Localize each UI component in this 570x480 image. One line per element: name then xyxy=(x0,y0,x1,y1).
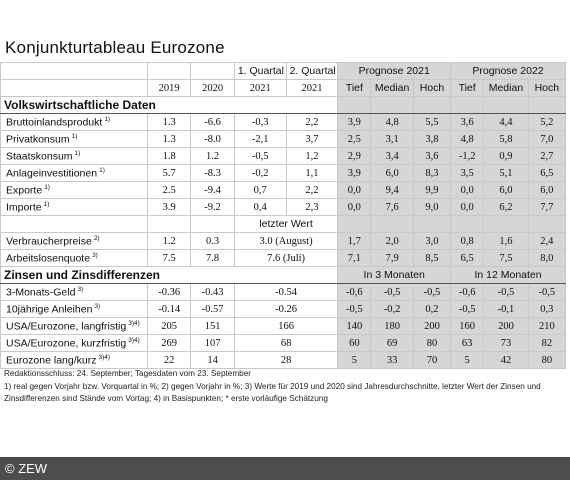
cell: 9,4 xyxy=(371,182,413,199)
cell: 2,9 xyxy=(338,148,371,165)
cell: 3,4 xyxy=(371,148,413,165)
cell: 0,4 xyxy=(234,199,286,216)
cell: 2,4 xyxy=(528,233,565,250)
cell: 1.2 xyxy=(191,148,234,165)
table-row xyxy=(1,182,566,199)
header-prognose-2022: Prognose 2022 xyxy=(451,63,566,80)
cell: -9.4 xyxy=(191,182,234,199)
cell: 42 xyxy=(484,352,528,369)
cell: 180 xyxy=(371,318,413,335)
cell: 3,9 xyxy=(338,165,371,182)
data-table xyxy=(0,62,566,369)
cell: -1,2 xyxy=(451,148,484,165)
cell: 5.7 xyxy=(147,165,190,182)
cell: 166 xyxy=(234,318,337,335)
cell: -0.26 xyxy=(234,301,337,318)
cell: 5 xyxy=(451,352,484,369)
header-q2-year: 2021 xyxy=(286,80,338,97)
editorial-deadline: Redaktionsschluss: 24. September; Tagesdaten vom 23. September xyxy=(4,369,251,378)
header-year-2020: 2020 xyxy=(191,80,234,97)
cell: 60 xyxy=(338,335,371,352)
cell: -8.0 xyxy=(191,131,234,148)
row-label: USA/Eurozone, langfristig $^{3)4)}$ xyxy=(1,318,148,335)
section-title: Volkswirtschaftliche Daten xyxy=(1,97,338,114)
letzter-wert-label: letzter Wert xyxy=(234,216,337,233)
cell: 7,0 xyxy=(528,131,565,148)
cell: 1.3 xyxy=(147,114,190,131)
cell: 210 xyxy=(528,318,565,335)
cell: 5 xyxy=(338,352,371,369)
cell: 3,9 xyxy=(338,114,371,131)
row-label: Privatkonsum $^{1)}$ xyxy=(1,131,148,148)
cell: 0.3 xyxy=(191,233,234,250)
row-label: Bruttoinlandsprodukt $^{1)}$ xyxy=(1,114,148,131)
header-tief-2022: Tief xyxy=(451,80,484,97)
cell: 205 xyxy=(147,318,190,335)
table-row xyxy=(1,199,566,216)
cell: 80 xyxy=(413,335,450,352)
cell: -0,5 xyxy=(371,284,413,301)
cell: 5,2 xyxy=(528,114,565,131)
data-table-wrapper xyxy=(0,62,570,369)
table-row xyxy=(1,148,566,165)
cell: 4,4 xyxy=(484,114,528,131)
table-row xyxy=(1,352,566,369)
row-label: Staatskonsum $^{1)}$ xyxy=(1,148,148,165)
section-row-volkswirtschaft xyxy=(1,97,566,114)
cell: 2.5 xyxy=(147,182,190,199)
cell: 3.9 xyxy=(147,199,190,216)
cell: 3,8 xyxy=(413,131,450,148)
section-row-zinsen xyxy=(1,267,566,284)
cell: 3,6 xyxy=(451,114,484,131)
cell: 2,2 xyxy=(286,114,338,131)
section-title: Zinsen und Zinsdifferenzen xyxy=(1,267,338,284)
cell: 6,0 xyxy=(484,182,528,199)
header-year-2019: 2019 xyxy=(147,80,190,97)
cell: 6,0 xyxy=(528,182,565,199)
cell: 2,2 xyxy=(286,182,338,199)
cell: 1.2 xyxy=(147,233,190,250)
cell: 7.5 xyxy=(147,250,190,267)
cell: 2,0 xyxy=(371,233,413,250)
cell: 22 xyxy=(147,352,190,369)
cell: -0,5 xyxy=(413,284,450,301)
cell: 4,8 xyxy=(371,114,413,131)
cell: 7,1 xyxy=(338,250,371,267)
header-prognose-2021: Prognose 2021 xyxy=(338,63,451,80)
cell: -0.54 xyxy=(234,284,337,301)
cell: 4,8 xyxy=(451,131,484,148)
cell: 3,6 xyxy=(413,148,450,165)
row-label: Eurozone lang/kurz $^{3)4)}$ xyxy=(1,352,148,369)
row-label: 3-Monats-Geld $^{3)}$ xyxy=(1,284,148,301)
cell: 5,8 xyxy=(484,131,528,148)
header-hoch-2022: Hoch xyxy=(528,80,565,97)
cell: 7.8 xyxy=(191,250,234,267)
cell: 5,5 xyxy=(413,114,450,131)
cell: 0,7 xyxy=(234,182,286,199)
cell: 1,1 xyxy=(286,165,338,182)
cell: 1.3 xyxy=(147,131,190,148)
cell: 9,0 xyxy=(413,199,450,216)
cell: 7,9 xyxy=(371,250,413,267)
cell: -0,5 xyxy=(528,284,565,301)
cell: 0,0 xyxy=(338,199,371,216)
cell: -0.57 xyxy=(191,301,234,318)
row-label: Arbeitslosenquote $^{3)}$ xyxy=(1,250,148,267)
row-label: Exporte $^{1)}$ xyxy=(1,182,148,199)
table-row xyxy=(1,114,566,131)
cell: 6,0 xyxy=(371,165,413,182)
cell: 0,8 xyxy=(451,233,484,250)
cell: 160 xyxy=(451,318,484,335)
cell: -0,5 xyxy=(338,301,371,318)
cell: 200 xyxy=(484,318,528,335)
footnote-line: Zinsdifferenzen sind Stände vom Vortag; 4) in Basispunkten; * erste vorläufige Schätzung xyxy=(4,394,328,403)
row-label: Importe $^{1)}$ xyxy=(1,199,148,216)
row-label: USA/Eurozone, kurzfristig $^{3)4)}$ xyxy=(1,335,148,352)
cell: 0,9 xyxy=(484,148,528,165)
cell: -0,1 xyxy=(484,301,528,318)
cell: 7,7 xyxy=(528,199,565,216)
cell: 82 xyxy=(528,335,565,352)
table-row xyxy=(1,335,566,352)
cell: 2,3 xyxy=(286,199,338,216)
cell: 200 xyxy=(413,318,450,335)
cell: 73 xyxy=(484,335,528,352)
cell: 0,2 xyxy=(413,301,450,318)
cell: 2,5 xyxy=(338,131,371,148)
cell: 3,5 xyxy=(451,165,484,182)
cell: 9,9 xyxy=(413,182,450,199)
table-row xyxy=(1,233,566,250)
cell: 33 xyxy=(371,352,413,369)
cell: 1,7 xyxy=(338,233,371,250)
row-label: Anlageinvestitionen $^{1)}$ xyxy=(1,165,148,182)
cell: 8,3 xyxy=(413,165,450,182)
cell: 140 xyxy=(338,318,371,335)
table-row xyxy=(1,165,566,182)
table-row xyxy=(1,284,566,301)
cell: -0,5 xyxy=(484,284,528,301)
cell: 6,2 xyxy=(484,199,528,216)
cell: 70 xyxy=(413,352,450,369)
cell: 3,1 xyxy=(371,131,413,148)
cell: 1.8 xyxy=(147,148,190,165)
cell: -0.43 xyxy=(191,284,234,301)
cell: 6,5 xyxy=(451,250,484,267)
cell: 269 xyxy=(147,335,190,352)
cell: -0.36 xyxy=(147,284,190,301)
cell: 0,3 xyxy=(528,301,565,318)
in-3-monaten-label: In 3 Monaten xyxy=(338,267,451,284)
cell: -0,3 xyxy=(234,114,286,131)
cell: 69 xyxy=(371,335,413,352)
cell: 1,2 xyxy=(286,148,338,165)
page-title: Konjunkturtableau Eurozone xyxy=(5,38,225,57)
cell: 7.6 (Juli) xyxy=(234,250,337,267)
cell: -0,5 xyxy=(234,148,286,165)
header-empty xyxy=(1,63,148,80)
cell: -0,2 xyxy=(234,165,286,182)
cell: 6,5 xyxy=(528,165,565,182)
cell: 1,6 xyxy=(484,233,528,250)
cell: -6.6 xyxy=(191,114,234,131)
cell: 8,5 xyxy=(413,250,450,267)
header-hoch-2021: Hoch xyxy=(413,80,450,97)
cell: 28 xyxy=(234,352,337,369)
cell: 63 xyxy=(451,335,484,352)
cell: -0,6 xyxy=(451,284,484,301)
header-median-2021: Median xyxy=(371,80,413,97)
in-12-monaten-label: In 12 Monaten xyxy=(451,267,566,284)
copyright-footer: © ZEW xyxy=(0,457,570,480)
cell: -0.14 xyxy=(147,301,190,318)
header-row-1 xyxy=(1,63,566,80)
cell: 7,5 xyxy=(484,250,528,267)
table-row xyxy=(1,301,566,318)
footnote-line: 1) real gegen Vorjahr bzw. Vorquartal in %; 2) gegen Vorjahr in %; 3) Werte für 2019 und 2020 sind Jahresdurchschnitte, letzter Wert der Zinsen und xyxy=(4,381,541,391)
cell: -9.2 xyxy=(191,199,234,216)
cell: 3,0 xyxy=(413,233,450,250)
header-q1-year: 2021 xyxy=(234,80,286,97)
cell: 0,0 xyxy=(451,182,484,199)
row-label: Verbraucherpreise $^{2)}$ xyxy=(1,233,148,250)
cell: 151 xyxy=(191,318,234,335)
table-row xyxy=(1,318,566,335)
cell: 0,0 xyxy=(451,199,484,216)
cell: 7,6 xyxy=(371,199,413,216)
cell: -0,6 xyxy=(338,284,371,301)
cell: 2,7 xyxy=(528,148,565,165)
cell: 107 xyxy=(191,335,234,352)
header-quartal2: 2. Quartal xyxy=(286,63,338,80)
row-label: 10jährige Anleihen $^{3)}$ xyxy=(1,301,148,318)
header-median-2022: Median xyxy=(484,80,528,97)
cell: 68 xyxy=(234,335,337,352)
cell: -0,2 xyxy=(371,301,413,318)
header-row-2 xyxy=(1,80,566,97)
cell: 8,0 xyxy=(528,250,565,267)
cell: 3,7 xyxy=(286,131,338,148)
header-quartal1: 1. Quartal xyxy=(234,63,286,80)
cell: -8.3 xyxy=(191,165,234,182)
cell: 3.0 (August) xyxy=(234,233,337,250)
cell: -2,1 xyxy=(234,131,286,148)
cell: 80 xyxy=(528,352,565,369)
cell: -0,5 xyxy=(451,301,484,318)
cell: 14 xyxy=(191,352,234,369)
footnotes xyxy=(4,368,566,406)
cell: 5,1 xyxy=(484,165,528,182)
subheader-row-letzter-wert xyxy=(1,216,566,233)
header-tief-2021: Tief xyxy=(338,80,371,97)
table-row xyxy=(1,250,566,267)
table-row xyxy=(1,131,566,148)
cell: 0,0 xyxy=(338,182,371,199)
